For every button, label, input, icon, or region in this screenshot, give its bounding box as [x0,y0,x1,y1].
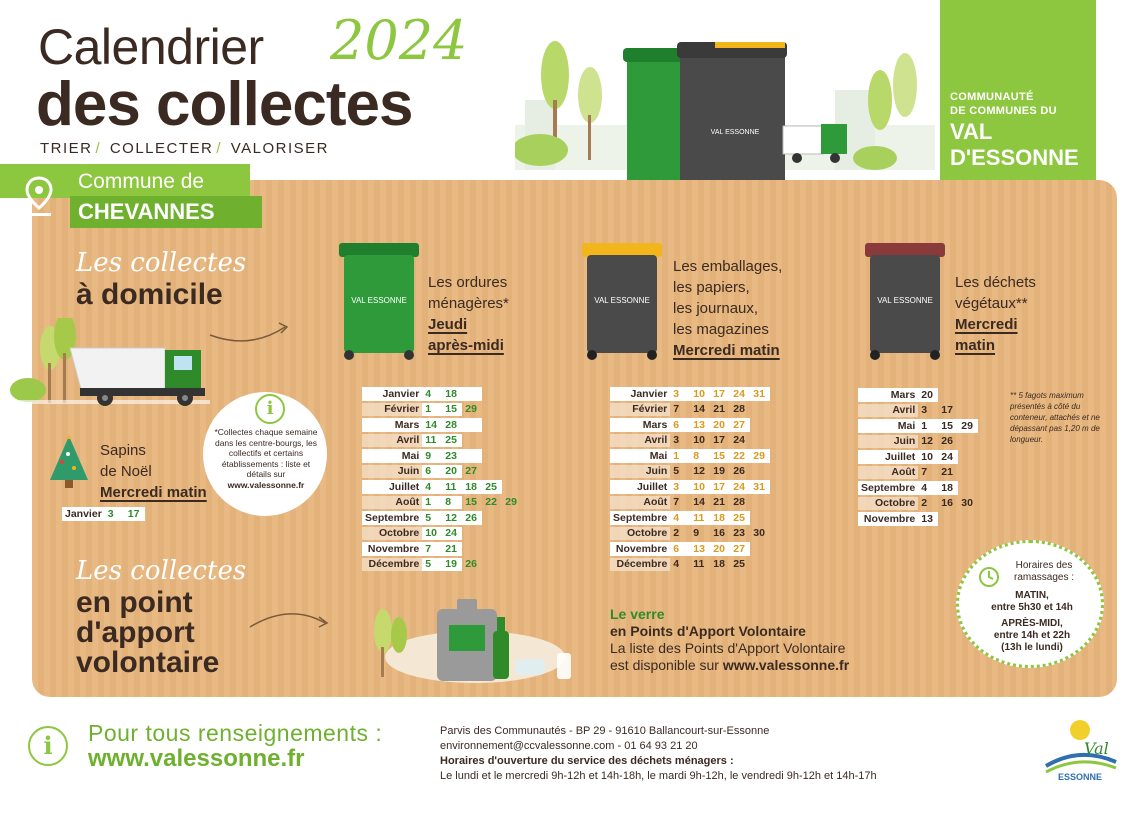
verre-block [610,606,849,674]
sapins-month: Janvier [62,507,105,521]
day-cell [462,449,482,463]
table-row [362,418,522,432]
jar-icon [557,653,571,679]
month-cell: Décembre [362,558,422,572]
sapins-day1: 3 [105,507,125,521]
month-cell: Mars [610,418,670,432]
ribbon-text [940,90,1096,170]
table-row [858,388,978,402]
title-calendrier: Calendrier [38,19,264,75]
table-row [362,387,522,401]
day-cell: 10 [693,434,705,447]
table-row [610,480,770,494]
footer-hours: Le lundi et le mercredi 9h-12h et 14h-18h, le mardi 9h-12h, le vendredi 9h-12h et 14h-17h [440,770,877,782]
month-cell: Mars [362,418,422,432]
apport-l2: d'apport [76,616,195,649]
table-row [362,558,522,572]
month-cell: Mai [610,449,670,463]
day-cell: 4 [918,481,938,495]
horaires-matin-h: entre 5h30 et 14h [991,602,1073,613]
day-cell: 21 [442,542,462,556]
day-cell: 18 [710,511,730,525]
table-row [362,527,522,541]
table-row [362,496,522,510]
footer-email-phone[interactable]: environnement@ccvalessonne.com - 01 64 93 21 20 [440,740,698,752]
day-cell: 7 [422,542,442,556]
day-cell: 15 [938,419,958,433]
day-cell: 24 [730,387,750,401]
day-cell: 4 [670,511,690,525]
sub-valoriser: VALORISER [230,140,329,157]
veg-note: ** 5 fagots maximum présentés à côté du conteneur, attachés et ne dépassant pas 1,20 m de longueur. [1010,391,1100,444]
month-cell: Octobre [858,497,918,511]
day-cell: 24 [442,527,462,541]
day-cell: 11 [422,434,442,448]
day-cell: 1 [422,496,442,510]
tree-icon [374,609,392,653]
month-cell: Novembre [362,542,422,556]
month-cell: Octobre [610,527,670,541]
day-cell: 17 [710,480,730,494]
day-cell: 24 [733,434,745,447]
day-cell: 4 [422,480,442,494]
val-essonne-logo [1040,716,1120,784]
svg-text:Val: Val [1084,739,1109,758]
veg-label [955,272,1036,356]
day-cell: 13 [690,418,710,432]
day-cell: 28 [733,496,745,509]
day-cell: 25 [733,558,745,571]
day-cell: 19 [442,558,462,572]
horaires-am-h: entre 14h et 22h [993,630,1071,641]
day-cell: 20 [710,418,730,432]
om-time: après-midi [428,337,504,354]
day-cell: 12 [693,465,705,478]
month-cell: Avril [858,404,918,418]
day-cell [462,387,482,401]
horaires-title: Horaires des ramassages : [1013,560,1075,583]
month-cell: Juillet [858,450,918,464]
day-cell: 25 [730,511,750,525]
bin-logo-text: VAL ESSONNE [710,129,760,136]
month-cell: Septembre [362,511,422,525]
om-calendar-table [362,385,522,573]
emb-day: Mercredi matin [673,342,780,359]
table-row [858,419,978,433]
arrow-decoration-icon [205,315,295,345]
om-l1: Les ordures [428,274,508,291]
month-cell: Décembre [610,558,670,572]
month-cell: Novembre [610,542,670,556]
verre-l4a: est disponible sur [610,657,719,673]
day-cell: 30 [753,527,765,540]
day-cell: 4 [422,387,442,401]
day-cell [462,418,482,432]
emb-calendar-table [610,385,770,573]
footer-url[interactable]: www.valessonne.fr [88,745,305,772]
day-cell: 1 [422,403,442,417]
sapins-l2: de Noël [100,463,152,480]
table-row [610,465,770,479]
month-cell: Août [610,496,670,510]
day-cell: 24 [730,480,750,494]
day-cell: 31 [750,387,770,401]
emb-l4: les magazines [673,321,769,338]
section-apport-title [76,588,219,678]
day-cell: 10 [918,450,938,464]
month-cell: Février [362,403,422,417]
day-cell: 11 [693,558,705,571]
table-row [362,403,522,417]
day-cell: 8 [690,449,710,463]
day-cell: 11 [690,511,710,525]
month-cell: Septembre [610,511,670,525]
day-cell: 20 [918,388,938,402]
day-cell: 10 [422,527,442,541]
day-cell: 7 [673,496,680,509]
day-cell: 29 [750,449,770,463]
veg-calendar-table [858,386,978,528]
horaires-am-note: (13h le lundi) [1001,642,1063,653]
tree-icon [391,617,407,653]
day-cell: 14 [422,418,442,432]
glass-bin-icon [437,599,497,681]
day-cell: 17 [941,404,953,417]
sapins-l1: Sapins [100,442,146,459]
arrow-decoration-icon [245,605,335,635]
table-row [610,418,770,432]
table-row [610,542,770,556]
month-cell: Juin [858,435,918,449]
ribbon-line3: VAL [950,119,993,144]
month-cell: Juin [362,465,422,479]
day-cell: 26 [941,435,953,448]
emb-l3: les journaux, [673,300,759,317]
emb-l2: les papiers, [673,279,750,296]
day-cell: 1 [670,449,690,463]
month-cell: Juillet [610,480,670,494]
sapins-table [62,505,145,523]
table-row [610,527,770,541]
day-cell: 7 [673,403,680,416]
tree-icon [893,53,917,117]
bin-logo-text: VAL ESSONNE [877,296,933,305]
day-cell: 29 [465,403,477,416]
month-cell: Août [362,496,422,510]
day-cell: 7 [921,466,928,479]
veg-l2: végétaux** [955,295,1028,312]
table-row [610,511,770,525]
month-cell: Septembre [858,481,918,495]
day-cell: 13 [918,512,938,526]
day-cell: 27 [465,465,477,478]
table-row [610,558,770,572]
footer-hours-title: Horaires d'ouverture du service des déchets ménagers : [440,755,734,767]
day-cell: 3 [670,387,690,401]
day-cell: 2 [673,527,680,540]
day-cell: 12 [442,511,462,525]
verre-url[interactable]: www.valessonne.fr [722,657,850,673]
day-cell [462,434,482,448]
day-cell: 15 [442,403,462,417]
verre-title: Le verre [610,606,665,622]
day-cell: 18 [713,558,725,571]
day-cell: 23 [442,449,462,463]
sapins-day: Mercredi matin [100,484,207,501]
table-row [610,403,770,417]
day-cell: 20 [442,465,462,479]
veg-l1: Les déchets [955,274,1036,291]
table-row [362,449,522,463]
day-cell: 23 [733,527,745,540]
green-bin-om-icon [335,243,425,363]
day-cell: 16 [713,527,725,540]
info-note-body: *Collectes chaque semaine dans les centre-bourgs, les collectifs et certains établissements : liste et détails sur [214,427,318,479]
day-cell: 14 [693,403,705,416]
month-cell: Avril [362,434,422,448]
day-cell: 28 [733,403,745,416]
day-cell: 25 [482,480,502,494]
month-cell: Mars [858,388,918,402]
day-cell: 26 [462,511,482,525]
table-row [610,496,770,510]
footer-title: Pour tous renseignements : [88,720,383,746]
table-row [610,434,770,448]
month-cell: Juin [610,465,670,479]
day-cell: 17 [710,387,730,401]
month-cell: Janvier [610,387,670,401]
commune-label: Commune de [78,170,205,193]
day-cell: 9 [693,527,700,540]
table-row [362,465,522,479]
day-cell: 26 [465,558,477,571]
title-des-collectes: des collectes [36,70,413,139]
month-cell: Juillet [362,480,422,494]
day-cell: 2 [921,497,928,510]
ribbon-line1: COMMUNAUTÉ [950,91,1034,103]
day-cell: 21 [713,403,725,416]
month-cell: Novembre [858,512,918,526]
info-icon: i [255,394,285,424]
sub-collecter: COLLECTER [109,140,214,157]
table-row [858,512,978,526]
day-cell: 1 [918,419,938,433]
day-cell: 12 [921,435,933,448]
day-cell: 29 [958,419,978,433]
horaires-am: APRÈS-MIDI, [1001,618,1063,629]
day-cell: 16 [941,497,953,510]
day-cell: 29 [505,496,517,509]
sub-trier: TRIER [40,140,93,157]
footer-address [440,724,877,784]
christmas-tree-icon [44,432,94,492]
yellow-bin-emb-icon [578,243,668,363]
veg-day: Mercredi [955,316,1018,333]
day-cell: 8 [442,496,462,510]
tree-icon [578,67,602,123]
header-subtitle: TRIER / COLLECTER / VALORISER [40,140,329,157]
day-cell: 6 [422,465,442,479]
day-cell: 22 [485,496,497,509]
table-row [858,404,978,418]
footer-info-icon: i [28,726,68,766]
commune-name: CHEVANNES [78,199,215,224]
table-row [858,481,978,495]
bin-logo-text: VAL ESSONNE [351,296,407,305]
day-cell: 9 [422,449,442,463]
day-cell: 4 [673,558,680,571]
table-row [362,542,522,556]
table-row [610,449,770,463]
emb-label [673,256,782,361]
month-cell: Mai [362,449,422,463]
day-cell: 27 [730,418,750,432]
month-cell: Février [610,403,670,417]
day-cell: 17 [713,434,725,447]
info-note-text [210,427,322,490]
ribbon-line4: D'ESSONNE [950,145,1079,170]
day-cell: 30 [961,497,973,510]
day-cell: 25 [442,434,462,448]
om-l2: ménagères* [428,295,509,312]
emb-l1: Les emballages, [673,258,783,275]
apport-l3: volontaire [76,646,220,679]
verre-subtitle: en Points d'Apport Volontaire [610,623,806,639]
day-cell: 18 [462,480,482,494]
day-cell: 15 [465,496,477,509]
day-cell: 5 [422,558,442,572]
table-row [610,387,770,401]
bin-logo-text: VAL ESSONNE [594,296,650,305]
day-cell: 24 [938,450,958,464]
horaires-matin: MATIN, [1015,590,1049,601]
brown-bin-veg-icon [861,243,951,363]
ribbon-line2: DE COMMUNES DU [950,105,1057,117]
day-cell: 18 [442,387,462,401]
day-cell: 31 [750,480,770,494]
day-cell: 3 [921,404,928,417]
title-year: 2024 [330,9,468,72]
day-cell: 28 [442,418,462,432]
section-apport-script: Les collectes [76,556,247,586]
day-cell: 20 [710,542,730,556]
day-cell: 10 [690,480,710,494]
day-cell: 21 [713,496,725,509]
day-cell: 19 [713,465,725,478]
table-row [362,434,522,448]
day-cell: 10 [690,387,710,401]
table-row [858,435,978,449]
month-cell: Janvier [362,387,422,401]
apport-l1: en point [76,586,193,619]
day-cell: 18 [938,481,958,495]
section-domicile-title: à domicile [76,278,223,311]
om-label [428,272,509,356]
table-row [362,480,522,494]
day-cell: 6 [670,542,690,556]
glass-container-illustration [365,595,585,685]
table-row [858,450,978,464]
table-row [858,466,978,480]
tree-icon [541,41,569,109]
day-cell: 15 [710,449,730,463]
month-cell: Avril [610,434,670,448]
footer-addr1: Parvis des Communautés - BP 29 - 91610 Ballancourt-sur-Essonne [440,725,770,737]
jar-icon [515,659,545,675]
svg-text:ESSONNE: ESSONNE [1057,772,1103,782]
garbage-truck-icon [70,348,205,406]
month-cell: Octobre [362,527,422,541]
day-cell: 3 [673,434,680,447]
tree-icon [868,70,892,130]
info-note-url[interactable]: www.valessonne.fr [227,479,305,490]
day-cell: 6 [670,418,690,432]
horaires-text [970,560,1094,654]
month-cell: Août [858,466,918,480]
location-pin-icon [24,176,54,218]
om-day: Jeudi [428,316,468,333]
day-cell: 26 [733,465,745,478]
verre-l3: La liste des Points d'Apport Volontaire [610,640,846,656]
table-row [362,511,522,525]
day-cell: 11 [442,480,462,494]
day-cell: 13 [690,542,710,556]
month-cell: Mai [858,419,918,433]
veg-time: matin [955,337,996,354]
table-row [858,497,978,511]
day-cell: 21 [941,466,953,479]
sapins-label [100,440,207,503]
day-cell: 5 [673,465,680,478]
collection-truck-illustration [10,318,210,410]
day-cell: 27 [730,542,750,556]
day-cell: 3 [670,480,690,494]
day-cell: 14 [693,496,705,509]
day-cell: 22 [730,449,750,463]
day-cell: 5 [422,511,442,525]
sapins-day2: 17 [125,507,145,521]
section-domicile-script: Les collectes [76,248,247,278]
